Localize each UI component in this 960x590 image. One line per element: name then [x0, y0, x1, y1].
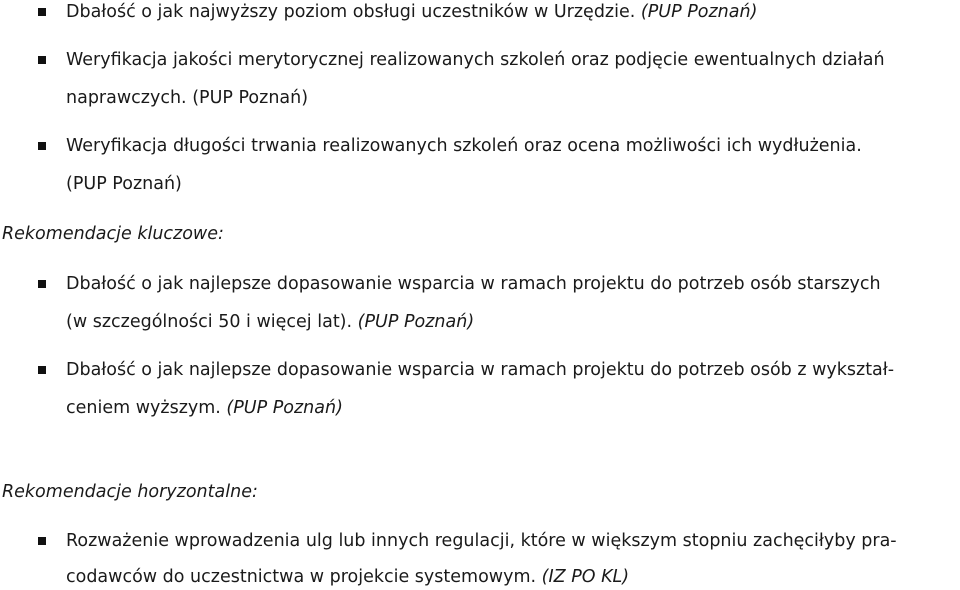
list-item-text-continued: (w szczególności 50 i więcej lat). (PUP Poznań)	[66, 312, 475, 332]
list-item-text: Rozważenie wprowadzenia ulg lub innych regulacji, które w większym stopniu zachęciłyby pra-	[66, 531, 897, 551]
list-item-text-continued	[66, 172, 182, 196]
bullet-icon	[38, 142, 46, 150]
list-item-text: Weryfikacja długości trwania realizowanych szkoleń oraz ocena możliwości ich wydłużenia.	[66, 136, 862, 156]
list-item-text: Dbałość o jak najlepsze dopasowanie wsparcia w ramach projektu do potrzeb osób starszych	[66, 274, 881, 294]
source-label: (IZ PO KL)	[541, 567, 630, 587]
source-label: (PUP Poznań)	[357, 312, 475, 332]
source-label: (PUP Poznań)	[640, 2, 758, 22]
list-item-text-continued: ceniem wyższym. (PUP Poznań)	[66, 398, 343, 418]
list-item-text: Dbałość o jak najlepsze dopasowanie wsparcia w ramach projektu do potrzeb osób z wykształ-	[66, 360, 895, 380]
section-heading-key: Rekomendacje kluczowe:	[2, 224, 224, 244]
section-heading-horizontal: Rekomendacje horyzontalne:	[2, 482, 258, 502]
bullet-icon	[38, 280, 46, 288]
source-label: (PUP Poznań)	[226, 398, 343, 418]
source-label: (PUP Poznań)	[192, 88, 309, 108]
bullet-icon	[38, 8, 46, 16]
list-item-text: Dbałość o jak najwyższy poziom obsługi uczestników w Urzędzie. (PUP Poznań)	[66, 2, 758, 22]
bullet-icon	[38, 366, 46, 374]
list-item-text: Weryfikacja jakości merytorycznej realizowanych szkoleń oraz podjęcie ewentualnych działań	[66, 50, 885, 70]
bullet-icon	[38, 537, 46, 545]
source-label: (PUP Poznań)	[66, 174, 182, 194]
bullet-icon	[38, 56, 46, 64]
list-item-text-continued: codawców do uczestnictwa w projekcie systemowym. (IZ PO KL)	[66, 567, 630, 587]
list-item-text-continued: naprawczych. (PUP Poznań)	[66, 88, 309, 108]
